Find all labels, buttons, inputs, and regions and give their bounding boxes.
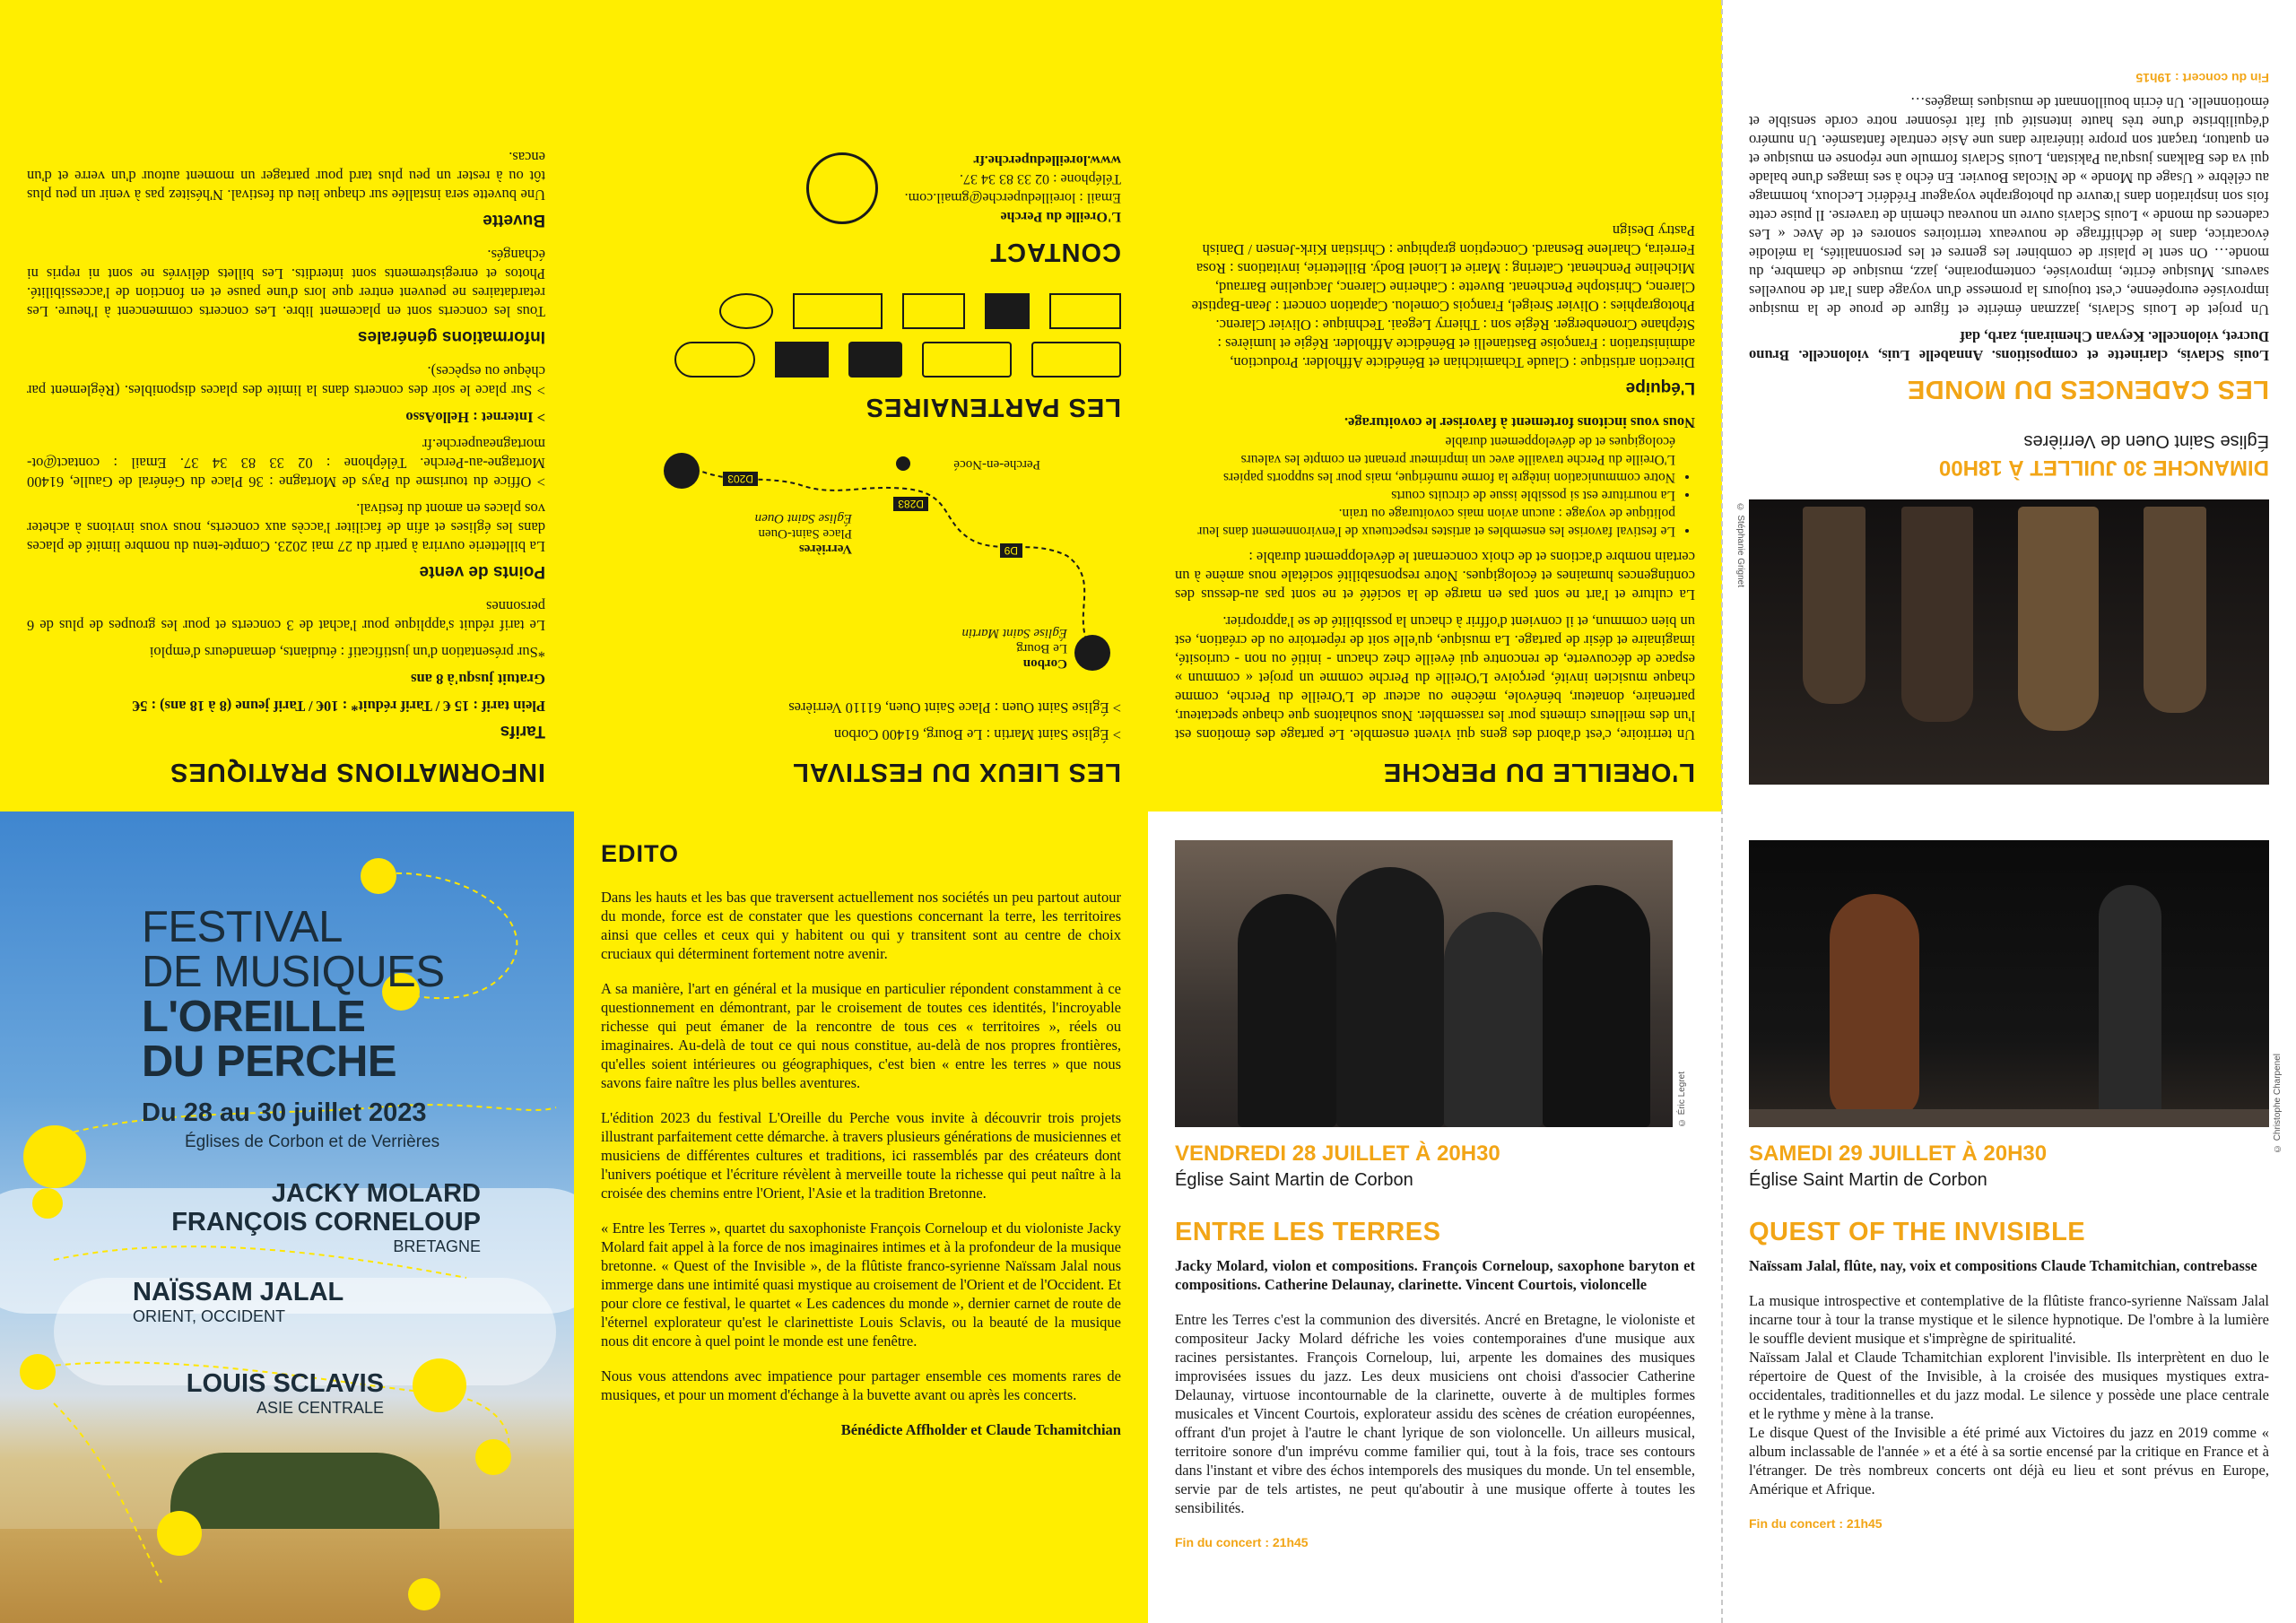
cover-title-line1: FESTIVAL bbox=[142, 903, 343, 951]
concert2-text-1: La musique introspective et contemplative de la flûtiste franco-syrienne Naïssam Jalal incarne tour à tour la transe mystique et le silence hypnotique. De l'ombre à la lumière le souffle devient musique et s'imprègne de spiritualité. bbox=[1749, 1292, 2269, 1347]
contact-email[interactable]: Email : loreilleduperche@gmail.com. bbox=[904, 190, 1121, 205]
team-text: Direction artistique : Claude Tchamitchian et Bénédicte Affholder. Production, administration : Françoise Bastianelli et Bénédicte Affholder. Régie et lumières : Stéphane Cronenberger. Régie son : Thierry Legeai. Technique : Olivier Clarenc. Photographies : Olivier Sreigel, François Comelou. Captation concert : Jean-Baptiste Clarenc, Christophe Penchenat. Buvette : Catherine Clarenc, Jacqueline Barraud, Micheline Penchenat. Catering : Marie et Lionel Body. Billetterie, invitations : Rosa Ferreira, Charlene Besnard. Conception graphique : Christian Kirk-Jensen / Danish Pastry Design bbox=[1191, 222, 1695, 371]
yellow-dot bbox=[361, 858, 396, 894]
concert1-end: Fin du concert : 21h45 bbox=[1175, 1535, 1309, 1549]
partner-logos bbox=[619, 293, 1121, 378]
asso-bullet-1: • Le festival favorise les ensembles et artistes respectueux de l'environnement dans leur politique de voyage : aucun avion mais covoiturage ou train. bbox=[1175, 504, 1675, 540]
edito-p3: L'édition 2023 du festival L'Oreille du Perche vous invite à découvrir trois projets illustrant parfaitement cette démarche. à travers plusieurs générations de musiciennes et musiciens de différentes cultures et traditions, ici rassemblés par des créateurs dont l'univers poétique et l'écriture révèlent à merveille toute la richesse qui peut naître à la croisée des chemins entre l'Orient, l'Asie et la tradition Bretonne. bbox=[601, 1109, 1121, 1202]
yellow-dot bbox=[475, 1439, 511, 1475]
concert2-title: QUEST OF THE INVISIBLE bbox=[1749, 1218, 2086, 1246]
concert2-lineup: Naïssam Jalal, flûte, nay, voix et compositions Claude Tchamitchian, contrebasse bbox=[1749, 1257, 2257, 1274]
edito-title: EDITO bbox=[601, 840, 680, 867]
cover-artist2: NAÏSSAM JALAL bbox=[133, 1278, 344, 1306]
route-d9: D9 bbox=[1000, 543, 1022, 558]
partners-title: LES PARTENAIRES bbox=[865, 393, 1121, 421]
cover-artist-block-2 bbox=[133, 1278, 344, 1326]
photo-credit: © Christophe Charpenel bbox=[2273, 1054, 2283, 1154]
partner-logo bbox=[1049, 293, 1121, 329]
photo-credit: © Stéphanie Grignet bbox=[1735, 502, 1745, 587]
partner-logo bbox=[719, 293, 773, 329]
entre-les-terres-photo bbox=[1175, 840, 1673, 1127]
panel-oreille-du-perche bbox=[1148, 0, 1722, 812]
partner-logo bbox=[902, 293, 965, 329]
cover-title-line2: DE MUSIQUES bbox=[142, 948, 445, 996]
tarifs-text-1: Plein tarif : 15 € / Tarif réduit* : 10€ / Tarif jeune (8 à 18 ans) : 5€ bbox=[132, 698, 545, 715]
concert3-title: LES CADENCES DU MONDE bbox=[1907, 375, 2269, 404]
concert2-end: Fin du concert : 21h45 bbox=[1749, 1516, 1883, 1531]
panel-edito bbox=[574, 812, 1148, 1623]
yellow-dot bbox=[157, 1511, 202, 1556]
panel-cadences-du-monde bbox=[1722, 0, 2296, 812]
lieux-line-1: > Église Saint Martin : Le Bourg, 61400 Corbon bbox=[833, 726, 1121, 743]
buvette-heading: Buvette bbox=[483, 211, 545, 230]
team-heading: L'équipe bbox=[1625, 378, 1695, 397]
concert2-text-3: Le disque Quest of the Invisible a été primé aux Victoires du jazz en 2019 comme « album inclassable de l'année » et a été à sa sortie encensé par la critique en France et à l'étranger. De très nombreux concerts ont déjà eu lieu et sont prévus en Europe, Amérique et Afrique. bbox=[1749, 1424, 2269, 1497]
edito-p2: A sa manière, l'art en général et la musique en particulier répondent constamment à ce questionnement en démontrant, par le croisement de toutes ces identités, l'incroyable richesse qui peut émaner de la rencontre de tous ces « territoires », réels ou imaginaires. Au-delà de tout ce qui nous constitue, au-delà de nos propres frontières, qu'elles soient intérieures ou géographiques, c'est bien « entre les terres » que nous savons faire naître les plus belles aventures. bbox=[601, 980, 1121, 1091]
photo-credit: © Éric Legret bbox=[1677, 1072, 1687, 1128]
cover-title-line3: L'OREILLE bbox=[142, 993, 366, 1041]
panel-entre-les-terres bbox=[1148, 812, 1722, 1623]
concert1-venue: Église Saint Martin de Corbon bbox=[1175, 1170, 1413, 1190]
yellow-dot bbox=[413, 1358, 466, 1412]
concert1-date: VENDREDI 28 JUILLET À 20H30 bbox=[1175, 1141, 1500, 1166]
contact-title: CONTACT bbox=[989, 238, 1121, 266]
verrieres-marker bbox=[664, 453, 700, 489]
edito-p4: « Entre les Terres », quartet du saxophoniste François Corneloup et du violoniste Jacky Molard fait appel à la force de nos imaginaires intimes et à la profondeur de la musique bretonne. « Quest of the Invisible », de la flûtiste franco-syrienne Naïssam Jalal nous immerge dans une intimité quasi mystique au croisement de l'Orient et de l'Occident. Et pour clore ce festival, le quartet « Les cadences du monde », dernier carnet de route de l'éternel explorateur qu'est le clarinettiste Louis Sclavis, ou la beauté de la musique nous dit encore à quel point le monde est une fenêtre. bbox=[601, 1219, 1121, 1350]
concert3-lineup: Louis Sclavis, clarinette et compositions. Annabelle Luis, violoncelle. Bruno Ducret, violoncelle. Keyvan Chemirani, zarb, daf bbox=[1749, 328, 2269, 364]
festival-map bbox=[601, 448, 1121, 690]
verrieres-label: Verrières Place Saint-Ouen Église Saint Ouen bbox=[754, 511, 852, 556]
asso-bullet-2: • La nourriture est si possible issue de circuits courts bbox=[1175, 486, 1675, 504]
route-d203: D203 bbox=[723, 472, 758, 486]
fold-line bbox=[1721, 0, 1723, 1623]
concert3-end: Fin du concert : 19h15 bbox=[2135, 71, 2269, 85]
perche-marker bbox=[896, 456, 910, 471]
quest-invisible-photo bbox=[1749, 840, 2269, 1127]
cover-artist1-region: BRETAGNE bbox=[393, 1237, 481, 1255]
concert2-venue: Église Saint Martin de Corbon bbox=[1749, 1170, 1987, 1190]
cover-title-line4: DU PERCHE bbox=[142, 1037, 397, 1086]
cover-artist-block-3 bbox=[187, 1369, 384, 1418]
partner-logo bbox=[674, 342, 755, 378]
contact-web[interactable]: www.loreilleduperche.fr bbox=[973, 152, 1121, 168]
tarifs-text-2: Gratuit jusqu'à 8 ans bbox=[411, 671, 545, 688]
corbon-label: Corbon Le Bourg Église Saint Martin bbox=[961, 626, 1067, 671]
cover-churches: Églises de Corbon et de Verrières bbox=[185, 1133, 440, 1151]
contact-name: L'Oreille du Perche bbox=[1000, 209, 1121, 224]
yellow-dot bbox=[23, 1125, 86, 1188]
lieux-title: LES LIEUX DU FESTIVAL bbox=[792, 758, 1121, 786]
concert1-text: Entre les Terres c'est la communion des diversités. Ancré en Bretagne, le violoniste et compositeur Jacky Molard défriche les voies contemporaines d'une musique aux racines persistantes. François Corneloup, lui, arpente les domaines des musiques improvisées issues du jazz. Les deux musiciens ont choisi d'associer Catherine Delaunay, virtuose incontournable de la clarinette, ouverte à de multiples formes musicales et Vincent Courtois, explorateur assidu des scènes de création européennes, offrant d'un projet à l'autre le chant lyrique de son violoncelle. Un ailleurs musical, territoire sonore d'un imprévu comme familier qui, tout à la fois, trace ses contours dans l'instant et vibre des échos intemporels des musiques du monde. Un tel ensemble, servie par de tels artistes, ne peut qu'aboutir à une musique offerte à toutes les sensibilités. bbox=[1175, 1311, 1695, 1516]
contact-tel: Téléphone : 02 33 83 34 37. bbox=[960, 171, 1121, 187]
edito-signature: Bénédicte Affholder et Claude Tchamitchian bbox=[840, 1421, 1121, 1438]
concert2-date: SAMEDI 29 JUILLET À 20H30 bbox=[1749, 1141, 2048, 1166]
asso-title: L'OREILLE DU PERCHE bbox=[1382, 758, 1695, 786]
cover-artist1b: FRANÇOIS CORNELOUP bbox=[171, 1208, 481, 1237]
vente-text-1: La billetterie ouvrira à partir du 27 mai 2023. Compte-tenu du nombre limité de places dans les églises et afin de faciliter l'accès aux concerts, nous vous invitons à acheter vos places en amont du festival. bbox=[27, 500, 545, 555]
asso-bullet-4: Nous vous incitons fortement à favoriser le covoiturage. bbox=[1344, 414, 1695, 431]
cover-artist1a: JACKY MOLARD bbox=[271, 1179, 481, 1208]
concert1-title: ENTRE LES TERRES bbox=[1175, 1218, 1441, 1246]
corbon-marker bbox=[1074, 635, 1110, 671]
vente-text-3: > Internet : HelloAsso bbox=[405, 409, 545, 426]
partner-logo bbox=[848, 342, 902, 378]
info-title: INFORMATIONS PRATIQUES bbox=[170, 758, 545, 786]
panel-informations-pratiques bbox=[0, 0, 574, 812]
cover-artist2-region: ORIENT, OCCIDENT bbox=[133, 1307, 286, 1325]
cover-artist3: LOUIS SCLAVIS bbox=[186, 1369, 384, 1398]
lieux-line-2: > Église Saint Ouen : Place Saint Ouen, 61110 Verrières bbox=[788, 699, 1121, 716]
route-d283: D283 bbox=[893, 497, 928, 511]
yellow-dot bbox=[20, 1354, 56, 1390]
concert2-text-2: Naïssam Jalal et Claude Tchamitchian explorent l'invisible. Ils interprètent en duo le répertoire de Quest of the Invisible, à la croisée des musiques mystiques extra-occidentales, traditionnelles et du jazz modal. Le silence y possède une place centrale et le rythme y mène à la transe. bbox=[1749, 1349, 2269, 1422]
perche-label: Perche-en-Nocé bbox=[953, 457, 1040, 472]
generales-text: Tous les concerts sont en placement libre. Les concerts commencent à l'heure. Les retardataires ne peuvent entrer que lors d'une pause et en fonction de l'accessibilité. Photos et enregistrements sont interdits. Les billets délivrés ne sont ni repris ni échangés. bbox=[27, 247, 545, 320]
cover-dates: Du 28 au 30 juillet 2023 bbox=[142, 1098, 427, 1127]
edito-p5: Nous vous attendons avec impatience pour partager ensemble ces moments rares de musiques, et pour un moment d'échange à la buvette avant ou après les concerts. bbox=[601, 1367, 1121, 1403]
asso-bullet-3: • Notre communication intègre la forme numérique, mais pour les supports papiers L'Oreille du Perche travaille avec un imprimeur prenant en compte les valeurs écologiques et de développement durable bbox=[1175, 432, 1675, 486]
panel-lieux-partenaires-contact bbox=[574, 0, 1148, 812]
concert3-text: Un projet de Louis Sclavis, jazzman émérite et figure de proue de la musique improvisée européenne, c'est toujours la promesse d'un voyage dans l'art de nouvelles saveurs. Musique écrite, improvisée, contemporaine, jazz, musique de chambre, du monde… On sent le plaisir de combiner les genres et les personnalités, la mélodie évocatrice, dans le déchiffrage de nouveaux territoires sonores et de Avec « Les cadences du monde » Louis Sclavis ouvre un nouveau chemin de traverse. Il puise cette fois son inspiration dans l'œuvre du photographe voyageur Frédéric Lecloux, hommage au célèbre « Usage du Monde » de Nicolas Bouvier. En écho à ses images d'une balade qui va des Balkans jusqu'au Pakistan, Louis Sclavis formule une réponse en musique et en quatuor, traçant son propre itinéraire dans une Asie centrale fantasmée. Un numéro d'équilibriste d'une très haute intensité qui fait résonner notre corde sensible et émotionnelle. Un écrin bouillonnant de musiques imagées… bbox=[1749, 94, 2269, 318]
asso-text-1: Un territoire, c'est d'abord des gens qui vivent ensemble. Le partage des émotions est l'un des meilleurs ciments pour les rassembler. Nous souhaitons que chaque spectateur, partenaire, donateur, bénévole, mécène ou acteur de L'Oreille du Perche, comme chaque musicien invité, perçoive L'Oreille du Perche comme un projet « commun » espace de découverte, de rencontre qui éveille chez chacun - initié ou non - curiosité, imaginaire et désir de partage. La musique, qu'elle soit de répertoire ou de création, est un bien commun, et il convient d'offrir à chacun la possibilité de se l'approprier. bbox=[1175, 613, 1695, 743]
partner-logo bbox=[985, 293, 1030, 329]
panel-cover bbox=[0, 812, 574, 1623]
partner-logo bbox=[775, 342, 829, 378]
yellow-dot bbox=[32, 1188, 63, 1219]
vente-heading: Points de vente bbox=[419, 562, 545, 581]
concert3-venue: Église Saint Ouen de Verrières bbox=[2023, 431, 2269, 451]
tarifs-text-4: Le tarif réduit s'applique pour l'achat de 3 concerts et pour les groupes de plus de 6 personnes bbox=[27, 598, 545, 634]
asso-text-2: La culture et l'art ne sont pas en marge de la société et ne sont pas au-dessus des contingences humaines et écologiques. Notre responsabilité sociétale nous amène à un certain nombre d'actions et de choix concernant le développement durable : bbox=[1175, 549, 1695, 603]
panel-quest-of-the-invisible bbox=[1722, 812, 2296, 1623]
tarifs-text-3: *Sur présentation d'un justificatif : étudiants, demandeurs d'emploi bbox=[149, 644, 545, 661]
sclavis-quartet-photo bbox=[1749, 499, 2269, 785]
edito-p1: Dans les hauts et les bas que traversent actuellement nos sociétés un peu partout autour du monde, force est de constater que les questions concernant la terre, les territoires ainsi que celles et ceux qui y habitent ou qui y transitent sont au centre de choix cruciaux qui déterminent fortement notre avenir. bbox=[601, 889, 1121, 962]
concert3-date: DIMANCHE 30 JUILLET À 18H00 bbox=[1938, 456, 2269, 480]
vente-text-2: > Office du tourisme du Pays de Mortagne : 36 Place du Général de Gaulle, 61400 Mortagne-au-Perche. Téléphone : 02 33 83 34 37. Email : contact@ot-mortagneauperche.fr bbox=[27, 436, 545, 490]
partner-logo bbox=[1031, 342, 1121, 378]
generales-heading: Informations générales bbox=[357, 327, 545, 346]
cover-title bbox=[142, 905, 445, 1084]
vente-text-4: > Sur place le soir des concerts dans la limite des places disponibles. (Règlement par chèque ou espèces). bbox=[27, 363, 545, 399]
yellow-dot bbox=[408, 1578, 440, 1610]
concert1-lineup: Jacky Molard, violon et compositions. François Corneloup, saxophone baryton et compositions. Catherine Delaunay, clarinette. Vincent Courtois, violoncelle bbox=[1175, 1257, 1695, 1293]
cover-artist-block-1 bbox=[171, 1179, 481, 1256]
cover-artist3-region: ASIE CENTRALE bbox=[256, 1399, 384, 1417]
tarifs-heading: Tarifs bbox=[500, 722, 545, 741]
festival-logo-icon bbox=[806, 152, 878, 224]
buvette-text: Une buvette sera installée sur chaque lieu du festival. N'hésitez pas à venir un peu plus tôt ou à rester un peu plus tard pour partager un moment autour d'un verre et d'un encas. bbox=[27, 149, 545, 204]
partner-logo bbox=[922, 342, 1012, 378]
partner-logo bbox=[793, 293, 883, 329]
